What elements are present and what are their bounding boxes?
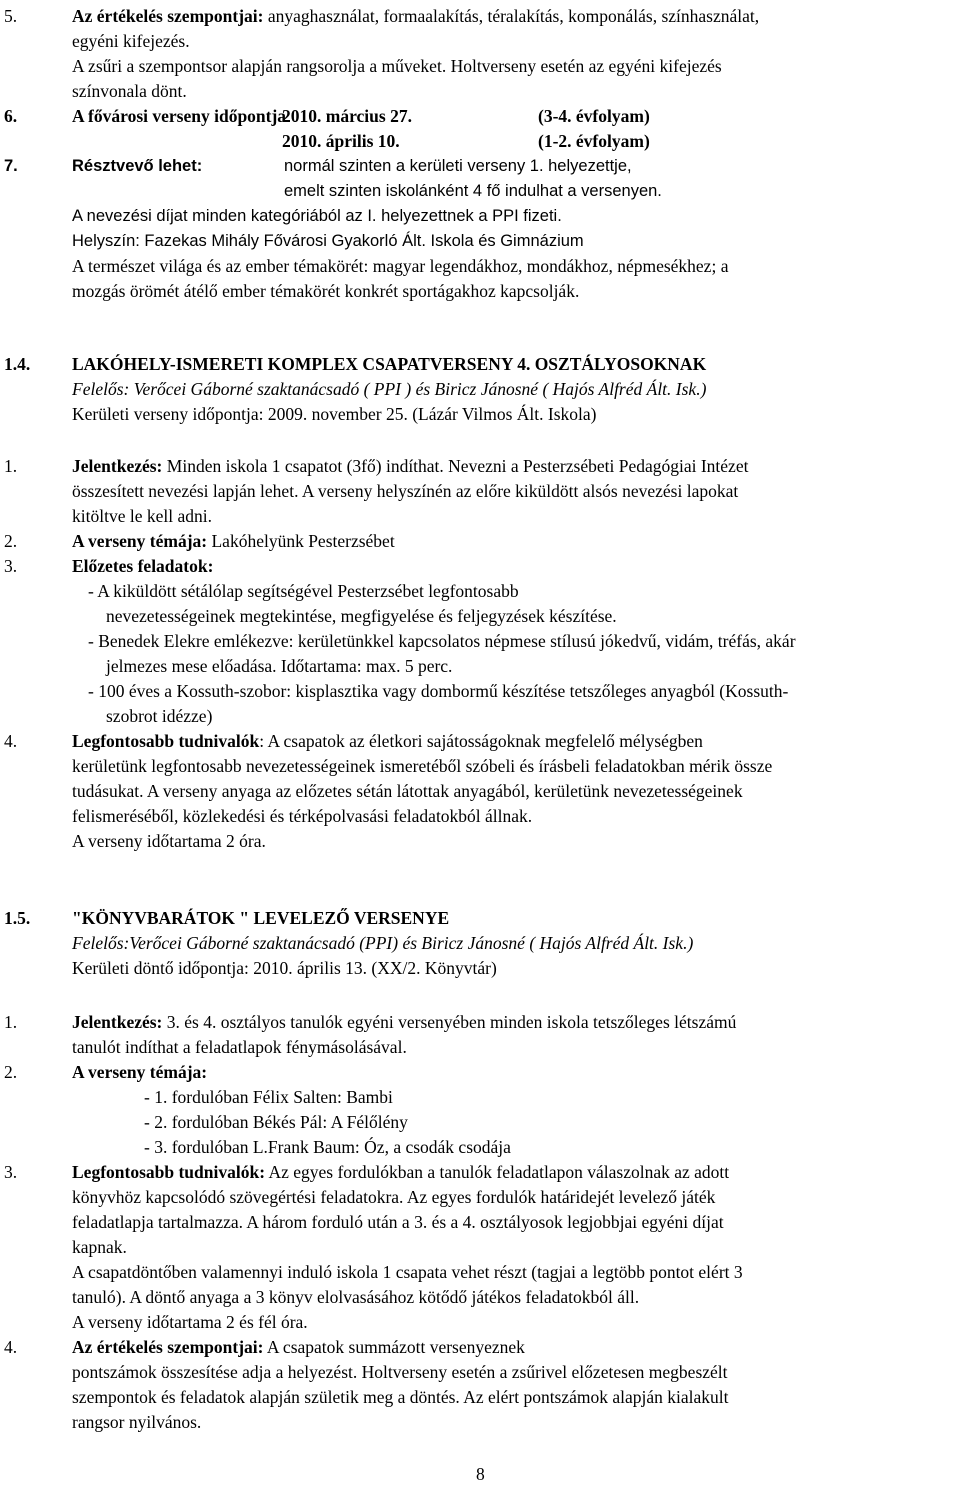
s14-item-4-line-3: tudásukat. A verseny anyaga az előzetes sétán látottak anyagából, kerületünk nevezetességeinek bbox=[72, 781, 743, 801]
page-number: 8 bbox=[476, 1464, 485, 1484]
section-1-5-date: Kerületi döntő időpontja: 2010. április 13. (XX/2. Könyvtár) bbox=[72, 958, 497, 978]
s15-item-3-line-6: tanuló). A döntő anyaga a 3 könyv elolvasásához kötődő játékos feladatokból áll. bbox=[72, 1287, 640, 1307]
s14-task-a-line-2: nevezetességeinek megtekintése, megfigyelése és feljegyzések készítése. bbox=[106, 606, 617, 626]
item-5-line-4: színvonala dönt. bbox=[72, 81, 187, 101]
s15-item-3-line-2: könyvhöz kapcsolódó szövegértési feladatokra. Az egyes fordulók határidejét levelező játék bbox=[72, 1187, 716, 1207]
s14-task-b-line-1: - Benedek Elekre emlékezve: kerületünkkel kapcsolatos népmese stílusú jókedvű, vidám, tréfás, akár bbox=[88, 631, 796, 651]
s15-round-2: - 2. fordulóban Békés Pál: A Félőlény bbox=[144, 1112, 408, 1132]
section-1-5-responsible: Felelős:Verőcei Gáborné szaktanácsadó (PPI) és Biricz Jánosné ( Hajós Alfréd Ált. Isk.) bbox=[72, 933, 694, 953]
s14-item-4-line-2: kerületünk legfontosabb nevezetességeinek ismeretéből szóbeli és írásbeli feladatokban mérik össze bbox=[72, 756, 773, 776]
section-1-5-number: 1.5. bbox=[4, 908, 31, 928]
section-1-4-number: 1.4. bbox=[4, 354, 31, 374]
item-7-label: Résztvevő lehet: bbox=[72, 157, 203, 175]
s15-item-3-line-3: feladatlapja tartalmazza. A három forduló után a 3. és a 4. osztályosok legjobbjai egyéni díjat bbox=[72, 1212, 724, 1232]
s15-item-3-line-4: kapnak. bbox=[72, 1237, 127, 1257]
entry-fee-note: A nevezési díjat minden kategóriából az I. helyezettnek a PPI fizeti. bbox=[72, 207, 562, 225]
item-7-line-2: emelt szinten iskolánként 4 fő indulhat a versenyen. bbox=[284, 182, 662, 200]
s14-task-c-line-1: - 100 éves a Kossuth-szobor: kisplasztika vagy dombormű készítése tetszőleges anyagból (Kossuth- bbox=[88, 681, 789, 701]
venue-line: Helyszín: Fazekas Mihály Fővárosi Gyakorló Ált. Iskola és Gimnázium bbox=[72, 232, 584, 250]
s14-item-4-line-5: A verseny időtartama 2 óra. bbox=[72, 831, 266, 851]
theme-line-2: mozgás örömét átélő ember témakörét konkrét sportágakhoz kapcsolják. bbox=[72, 281, 580, 301]
item-6-label: A fővárosi verseny időpontja bbox=[72, 106, 287, 126]
item-6-grade-2: (1-2. évfolyam) bbox=[538, 131, 650, 151]
s15-item-4-line-3: szempontok és feladatok alapján születik meg a döntés. Az elért pontszámok alapján kialakult bbox=[72, 1387, 729, 1407]
item-7-line-1: normál szinten a kerületi verseny 1. helyezettje, bbox=[284, 157, 632, 175]
s14-task-a-line-1: - A kiküldött sétálólap segítségével Pesterzsébet legfontosabb bbox=[88, 581, 519, 601]
s14-item-1-line-2: összesített nevezési lapján lehet. A verseny helyszínén az előre kiküldött alsós nevezési lapokat bbox=[72, 481, 739, 501]
s15-round-1: - 1. fordulóban Félix Salten: Bambi bbox=[144, 1087, 393, 1107]
item-7-number: 7. bbox=[4, 157, 18, 175]
s14-item-4-line-4: felismeréséből, közlekedési és térképolvasási feladatokból állnak. bbox=[72, 806, 533, 826]
item-6-number: 6. bbox=[4, 106, 18, 126]
theme-line-1: A természet világa és az ember témakörét: magyar legendákhoz, mondákhoz, népmesékhez; a bbox=[72, 256, 729, 276]
s15-item-1-line-2: tanulót indíthat a feladatlapok fénymásolásával. bbox=[72, 1037, 407, 1057]
s15-round-3: - 3. fordulóban L.Frank Baum: Óz, a csodák csodája bbox=[144, 1137, 511, 1157]
s15-item-4-line-4: rangsor nyilvános. bbox=[72, 1412, 202, 1432]
item-5-line-3: A zsűri a szempontsor alapján rangsorolja a műveket. Holtverseny esetén az egyéni kifejezés bbox=[72, 56, 722, 76]
s14-item-1-line-3: kitöltve le kell adni. bbox=[72, 506, 212, 526]
item-6-date-2: 2010. április 10. bbox=[282, 131, 400, 151]
item-6-date-1: 2010. március 27. bbox=[282, 106, 412, 126]
s15-item-4-line-2: pontszámok összesítése adja a helyezést. Holtverseny esetén a zsűrivel előzetesen megbeszélt bbox=[72, 1362, 728, 1382]
section-1-4-title: LAKÓHELY-ISMERETI KOMPLEX CSAPATVERSENY 4. OSZTÁLYOSOKNAK bbox=[72, 354, 707, 374]
s15-item-3-line-5: A csapatdöntőben valamennyi induló iskola 1 csapata vehet részt (tagjai a legtöbb pontot elért 3 bbox=[72, 1262, 743, 1282]
s14-task-b-line-2: jelmezes mese előadása. Időtartama: max. 5 perc. bbox=[106, 656, 453, 676]
s15-item-3-line-7: A verseny időtartama 2 és fél óra. bbox=[72, 1312, 308, 1332]
item-5-line-2: egyéni kifejezés. bbox=[72, 31, 190, 51]
s14-task-c-line-2: szobrot idézze) bbox=[106, 706, 213, 726]
section-1-5-title: "KÖNYVBARÁTOK " LEVELEZŐ VERSENYE bbox=[72, 908, 450, 928]
section-1-4-date: Kerületi verseny időpontja: 2009. november 25. (Lázár Vilmos Ált. Iskola) bbox=[72, 404, 597, 424]
item-6-grade-1: (3-4. évfolyam) bbox=[538, 106, 650, 126]
section-1-4-responsible: Felelős: Verőcei Gáborné szaktanácsadó ( PPI ) és Biricz Jánosné ( Hajós Alfréd Ált. Isk.) bbox=[72, 379, 707, 399]
